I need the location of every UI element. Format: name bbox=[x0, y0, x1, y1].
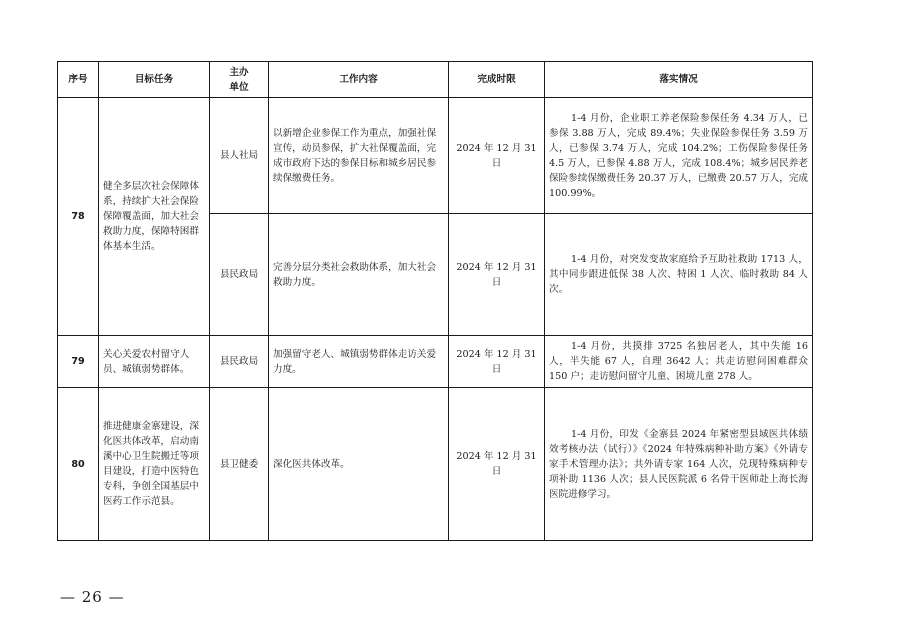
header-unit bbox=[210, 62, 269, 98]
row-content: 完善分层分类社会救助体系，加大社会救助力度。 bbox=[269, 214, 449, 336]
row-content: 以新增企业参保工作为重点，加强社保宣传，动员参保，扩大社保覆盖面，完成市政府下达的参保目标和城乡居民参续保缴费任务。 bbox=[269, 98, 449, 214]
row-deadline: 2024 年 12 月 31 日 bbox=[449, 98, 545, 214]
row-status-text: 1-4 月份，企业职工养老保险参保任务 4.34 万人，已参保 3.88 万人，完成 89.4%；失业保险参保任务 3.59 万人，已参保 3.74 万人，完成 104.2%；工伤保险参保任务 4.5 万人，已参保 4.88 万人，完成 108.4%；城乡居民养老保险参续保缴费任务 20.37 万人，已缴费 20.57 万人，完成 100.99%。 bbox=[549, 112, 809, 199]
row-seq: 78 bbox=[58, 98, 99, 336]
page-number: — 26 — bbox=[60, 588, 125, 606]
row-unit: 县人社局 bbox=[210, 98, 269, 214]
row-deadline: 2024 年 12 月 31 日 bbox=[449, 388, 545, 541]
header-seq: 序号 bbox=[58, 62, 99, 98]
row-status bbox=[545, 214, 813, 336]
header-content: 工作内容 bbox=[269, 62, 449, 98]
header-unit-text: 主办单位 bbox=[229, 66, 249, 93]
header-target: 目标任务 bbox=[99, 62, 210, 98]
row-target: 健全多层次社会保障体系，持续扩大社会保险保障覆盖面，加大社会救助力度，保障特困群体基本生活。 bbox=[99, 98, 210, 336]
row-status-text: 1-4 月份，印发《金寨县 2024 年紧密型县域医共体绩效考核办法（试行）》《2024 年特殊病种补助方案》《外请专家手术管理办法》；共外请专家 164 人次，兑现特殊病种专项补助 1136 人次；县人民医院派 6 名骨干医师赴上海长海医院进修学习。 bbox=[549, 428, 808, 500]
row-content: 加强留守老人、城镇弱势群体走访关爱力度。 bbox=[269, 336, 449, 388]
table-row bbox=[58, 336, 813, 388]
row-seq: 80 bbox=[58, 388, 99, 541]
work-progress-table bbox=[57, 61, 813, 541]
row-unit: 县民政局 bbox=[210, 214, 269, 336]
row-target: 推进健康金寨建设，深化医共体改革，启动南溪中心卫生院搬迁等项目建设，打造中医特色专科，争创全国基层中医药工作示范县。 bbox=[99, 388, 210, 541]
table-row bbox=[58, 388, 813, 541]
row-status-text: 1-4 月份，对突发变故家庭给予互助社救助 1713 人，其中同步跟进低保 38 人次、特困 1 人次、临时救助 84 人次。 bbox=[549, 254, 808, 295]
row-status-text: 1-4 月份，共摸排 3725 名独居老人，其中失能 16 人，半失能 67 人，自理 3642 人；共走访慰问困难群众 150 户；走访慰问留守儿童、困境儿童 278 人。 bbox=[549, 341, 808, 382]
table-header-row bbox=[58, 62, 813, 98]
row-target: 关心关爱农村留守人员、城镇弱势群体。 bbox=[99, 336, 210, 388]
row-deadline: 2024 年 12 月 31 日 bbox=[449, 336, 545, 388]
table-row bbox=[58, 98, 813, 214]
row-content: 深化医共体改革。 bbox=[269, 388, 449, 541]
row-unit: 县民政局 bbox=[210, 336, 269, 388]
row-status bbox=[545, 98, 813, 214]
header-status: 落实情况 bbox=[545, 62, 813, 98]
row-status bbox=[545, 336, 813, 388]
row-unit: 县卫健委 bbox=[210, 388, 269, 541]
row-seq: 79 bbox=[58, 336, 99, 388]
header-deadline: 完成时限 bbox=[449, 62, 545, 98]
row-status bbox=[545, 388, 813, 541]
row-deadline: 2024 年 12 月 31 日 bbox=[449, 214, 545, 336]
